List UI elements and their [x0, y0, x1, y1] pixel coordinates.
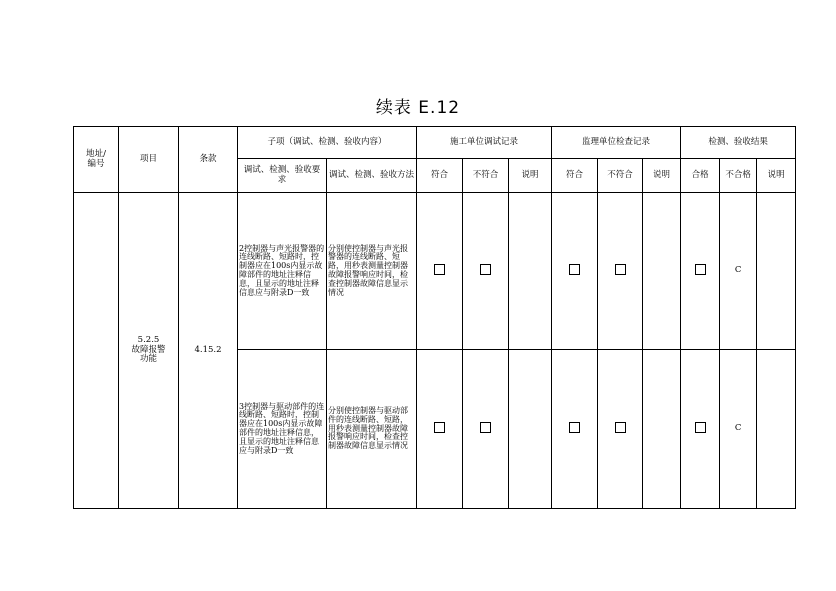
construction-no-checkbox[interactable]	[463, 193, 509, 350]
header-result-note: 说明	[757, 159, 796, 193]
method-cell: 分别使控制器与声光报警器的连线断路、短路，用秒表测量控制器故障报警响应时间，检查控制器故障信息显示情况	[327, 193, 417, 350]
header-method: 调试、检测、验收方法	[327, 159, 417, 193]
header-supervision-no: 不符合	[598, 159, 643, 193]
clause-cell: 4.15.2	[179, 193, 238, 509]
result-no-mark: C	[720, 350, 757, 509]
header-supervision-note: 说明	[643, 159, 681, 193]
header-construction-note: 说明	[509, 159, 552, 193]
construction-ok-checkbox[interactable]	[417, 350, 463, 509]
supervision-no-checkbox[interactable]	[598, 350, 643, 509]
supervision-ok-checkbox[interactable]	[552, 193, 598, 350]
header-address: 地址/ 编号	[74, 127, 119, 193]
header-result: 检测、验收结果	[681, 127, 796, 159]
construction-no-checkbox[interactable]	[463, 350, 509, 509]
header-supervision-ok: 符合	[552, 159, 598, 193]
inspection-table	[73, 126, 796, 509]
result-ok-checkbox[interactable]	[681, 193, 720, 350]
header-construction-no: 不符合	[463, 159, 509, 193]
construction-note-cell[interactable]	[509, 350, 552, 509]
supervision-note-cell[interactable]	[643, 193, 681, 350]
project-cell: 5.2.5 故障报警 功能	[119, 193, 179, 509]
header-construction-ok: 符合	[417, 159, 463, 193]
result-no-mark: C	[720, 193, 757, 350]
supervision-no-checkbox[interactable]	[598, 193, 643, 350]
header-construction-record: 施工单位调试记录	[417, 127, 552, 159]
requirement-cell: 2控制器与声光报警器的连线断路、短路时，控制器应在100s内显示故障部件的地址注释信息，且显示的地址注释信息应与附录D一致	[238, 193, 327, 350]
supervision-ok-checkbox[interactable]	[552, 350, 598, 509]
header-supervision-record: 监理单位检查记录	[552, 127, 681, 159]
address-cell	[74, 193, 119, 509]
method-cell: 分别使控制器与驱动部件的连线断路、短路，用秒表测量控制器故障报警响应时间，检查控制器故障信息显示情况	[327, 350, 417, 509]
header-project: 项目	[119, 127, 179, 193]
header-result-no: 不合格	[720, 159, 757, 193]
construction-note-cell[interactable]	[509, 193, 552, 350]
result-ok-checkbox[interactable]	[681, 350, 720, 509]
header-requirement: 调试、检测、验收要求	[238, 159, 327, 193]
header-subitem: 子项（调试、检测、验收内容）	[238, 127, 417, 159]
header-result-ok: 合格	[681, 159, 720, 193]
result-note-cell[interactable]	[757, 193, 796, 350]
construction-ok-checkbox[interactable]	[417, 193, 463, 350]
result-note-cell[interactable]	[757, 350, 796, 509]
requirement-cell: 3控制器与驱动部件的连线断路、短路时，控制器应在100s内显示故障部件的地址注释信息，且显示的地址注释信息应与附录D一致	[238, 350, 327, 509]
header-clause: 条款	[179, 127, 238, 193]
page-title: 续表 E.12	[375, 98, 461, 118]
supervision-note-cell[interactable]	[643, 350, 681, 509]
